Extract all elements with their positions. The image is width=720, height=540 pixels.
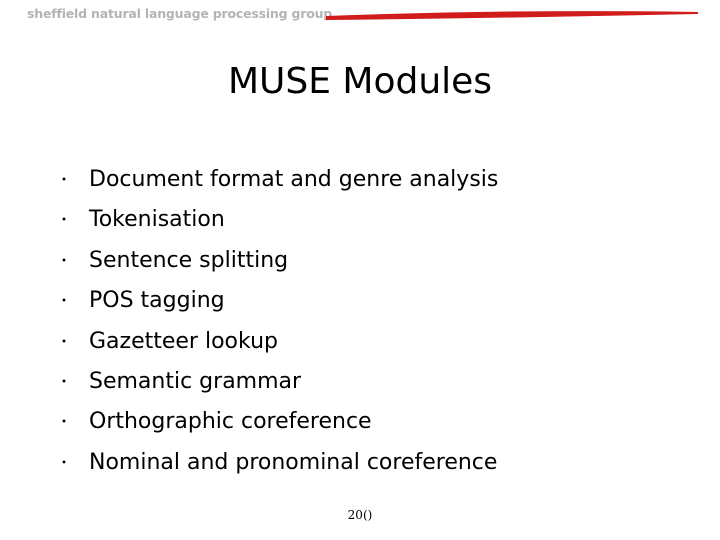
header-swoosh-line [322,6,702,22]
bullet-text: POS tagging [89,288,225,314]
bullet-text: Gazetteer lookup [89,328,278,354]
list-item [0,362,720,402]
bullet-text: Orthographic coreference [89,409,372,435]
list-item [0,443,720,483]
list-item [0,402,720,442]
bullet-text: Tokenisation [89,207,225,233]
bullet-icon: ・ [56,250,73,270]
bullet-icon: ・ [56,291,73,311]
bullet-text: Nominal and pronominal coreference [89,449,498,475]
bullet-text: Document format and genre analysis [89,167,499,192]
bullet-icon: ・ [56,170,73,189]
list-item [0,160,720,200]
bullet-text: Semantic grammar [89,368,302,394]
list-item [0,322,720,362]
bullet-list [0,160,720,483]
bullet-icon: ・ [56,371,73,391]
list-item [0,241,720,281]
list-item [0,200,720,240]
bullet-icon: ・ [56,210,73,230]
bullet-text: Sentence splitting [89,247,289,273]
bullet-icon: ・ [56,331,73,351]
swoosh-stroke [326,11,698,20]
bullet-icon: ・ [56,412,73,432]
group-name-logo: sheffield natural language processing group [27,6,333,21]
bullet-icon: ・ [56,452,73,472]
slide-title: MUSE Modules [227,61,493,102]
list-item [0,281,720,321]
slide-header [0,0,720,32]
page-number: 20() [347,508,373,522]
